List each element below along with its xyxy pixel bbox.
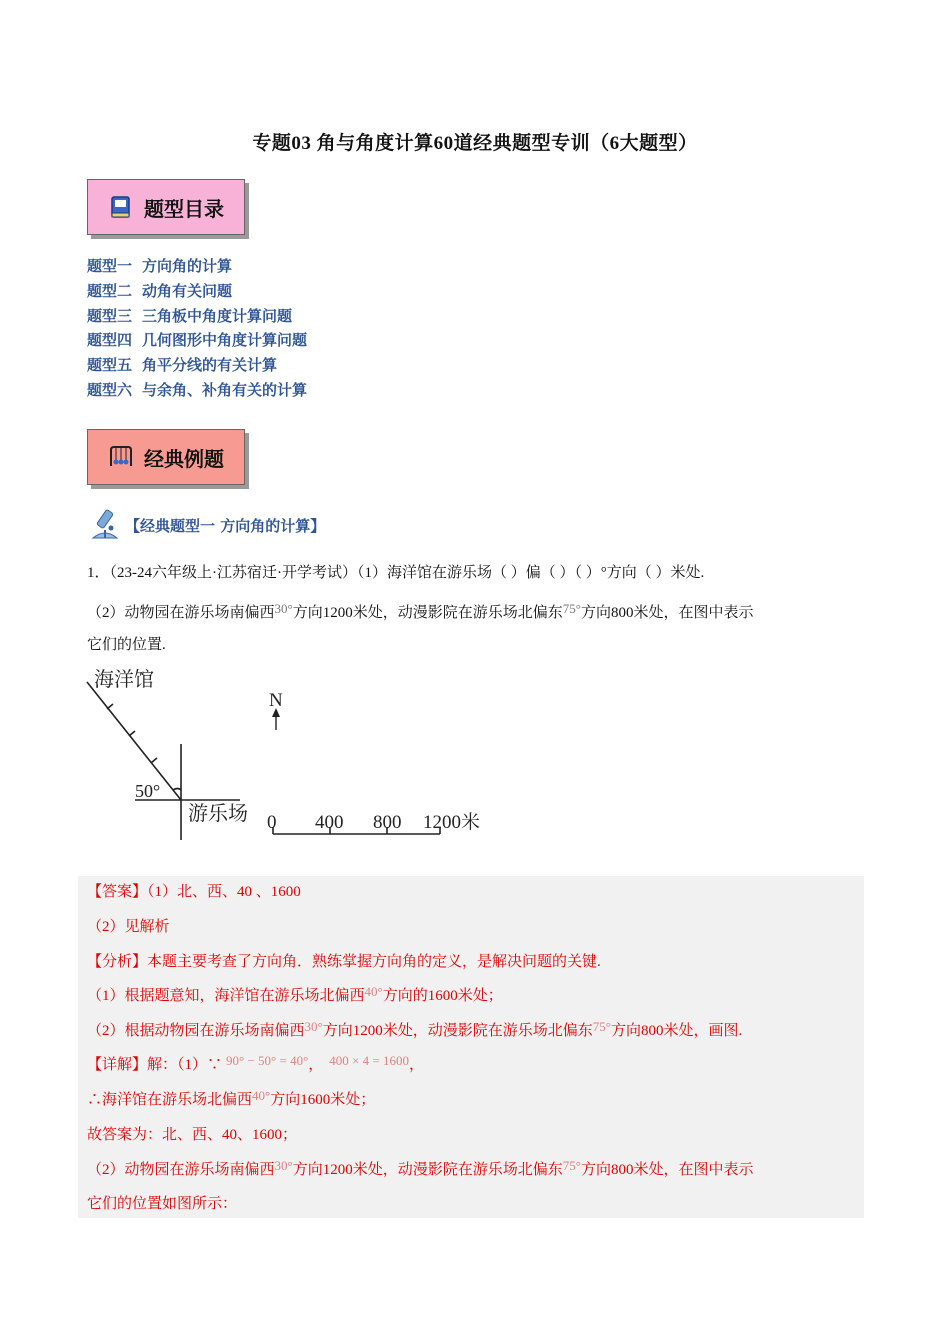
detail-line-2: ∴海洋馆在游乐场北偏西40°方向1600米处；: [87, 1088, 376, 1108]
detail-line-4: （2）动物园在游乐场南偏西30°方向1200米处，动漫影院在游乐场北偏东75°方向800米处，在图中表示: [87, 1158, 754, 1178]
label-angle: 50°: [135, 781, 161, 801]
page-title: 专题03 角与角度计算60道经典题型专训（6大题型）: [252, 133, 698, 154]
haiyang-ray: [87, 682, 181, 800]
toc-item-1[interactable]: 题型一 方向角的计算: [87, 257, 233, 275]
scale-800: 800: [373, 812, 402, 833]
math-75: 75°: [562, 601, 581, 616]
scale-400: 400: [315, 812, 344, 833]
question-line-1: 1．（23-24六年级上·江苏宿迁·开学考试）（1）海洋馆在游乐场（ ）偏（ ）（ ）°方向（ ）米处.: [87, 565, 705, 581]
microscope-icon: [87, 508, 125, 542]
examples-banner: [87, 429, 245, 485]
answer-line-1: 【答案】（1）北、西、40 、1600: [87, 884, 301, 900]
toc-item-3[interactable]: 题型三 三角板中角度计算问题: [87, 306, 293, 325]
book-icon: [108, 194, 134, 220]
section-header: [87, 508, 325, 542]
detail-line-1: 【详解】解：（1）∵ 90° − 50° = 40°， 400 × 4 = 1600，: [87, 1053, 424, 1073]
question-line-2: （2）动物园在游乐场南偏西30°方向1200米处，动漫影院在游乐场北偏东75°方向800米处，在图中表示: [87, 601, 754, 621]
toc-item-5[interactable]: 题型五 角平分线的有关计算: [87, 356, 278, 375]
answer-block: [78, 876, 864, 1218]
cradle-icon: [108, 444, 134, 470]
examples-banner-label: 经典例题: [144, 446, 224, 471]
detail-line-3: 故答案为：北、西、40、1600；: [87, 1127, 298, 1143]
math-30: 30°: [274, 601, 293, 616]
scale-0: 0: [267, 812, 277, 833]
label-north: N: [269, 690, 283, 711]
analysis-line: 【分析】本题主要考查了方向角．熟练掌握方向角的定义，是解决问题的关键.: [87, 954, 601, 970]
toc-banner-label: 题型目录: [144, 196, 224, 221]
question-line-3: 它们的位置.: [87, 637, 166, 653]
toc-list: [87, 254, 307, 403]
analysis-line-1: （1）根据题意知，海洋馆在游乐场北偏西40°方向的1600米处；: [87, 984, 503, 1004]
toc-banner: [87, 179, 245, 235]
analysis-line-2: （2）根据动物园在游乐场南偏西30°方向1200米处，动漫影院在游乐场北偏东75°方向800米处，画图.: [87, 1019, 743, 1039]
toc-item-4[interactable]: 题型四 几何图形中角度计算问题: [87, 331, 308, 350]
scale-1200: 1200米: [423, 812, 481, 833]
label-haiyang: 海洋馆: [94, 669, 154, 691]
section-label: 【经典题型一 方向角的计算】: [125, 516, 326, 535]
direction-figure: [80, 662, 500, 842]
label-youle: 游乐场: [188, 803, 248, 825]
detail-line-5: 它们的位置如图所示：: [87, 1196, 238, 1212]
toc-item-2[interactable]: 题型二 动角有关问题: [87, 281, 233, 300]
answer-line-2: （2）见解析: [87, 919, 170, 935]
toc-item-6[interactable]: 题型六 与余角、补角有关的计算: [87, 380, 308, 399]
